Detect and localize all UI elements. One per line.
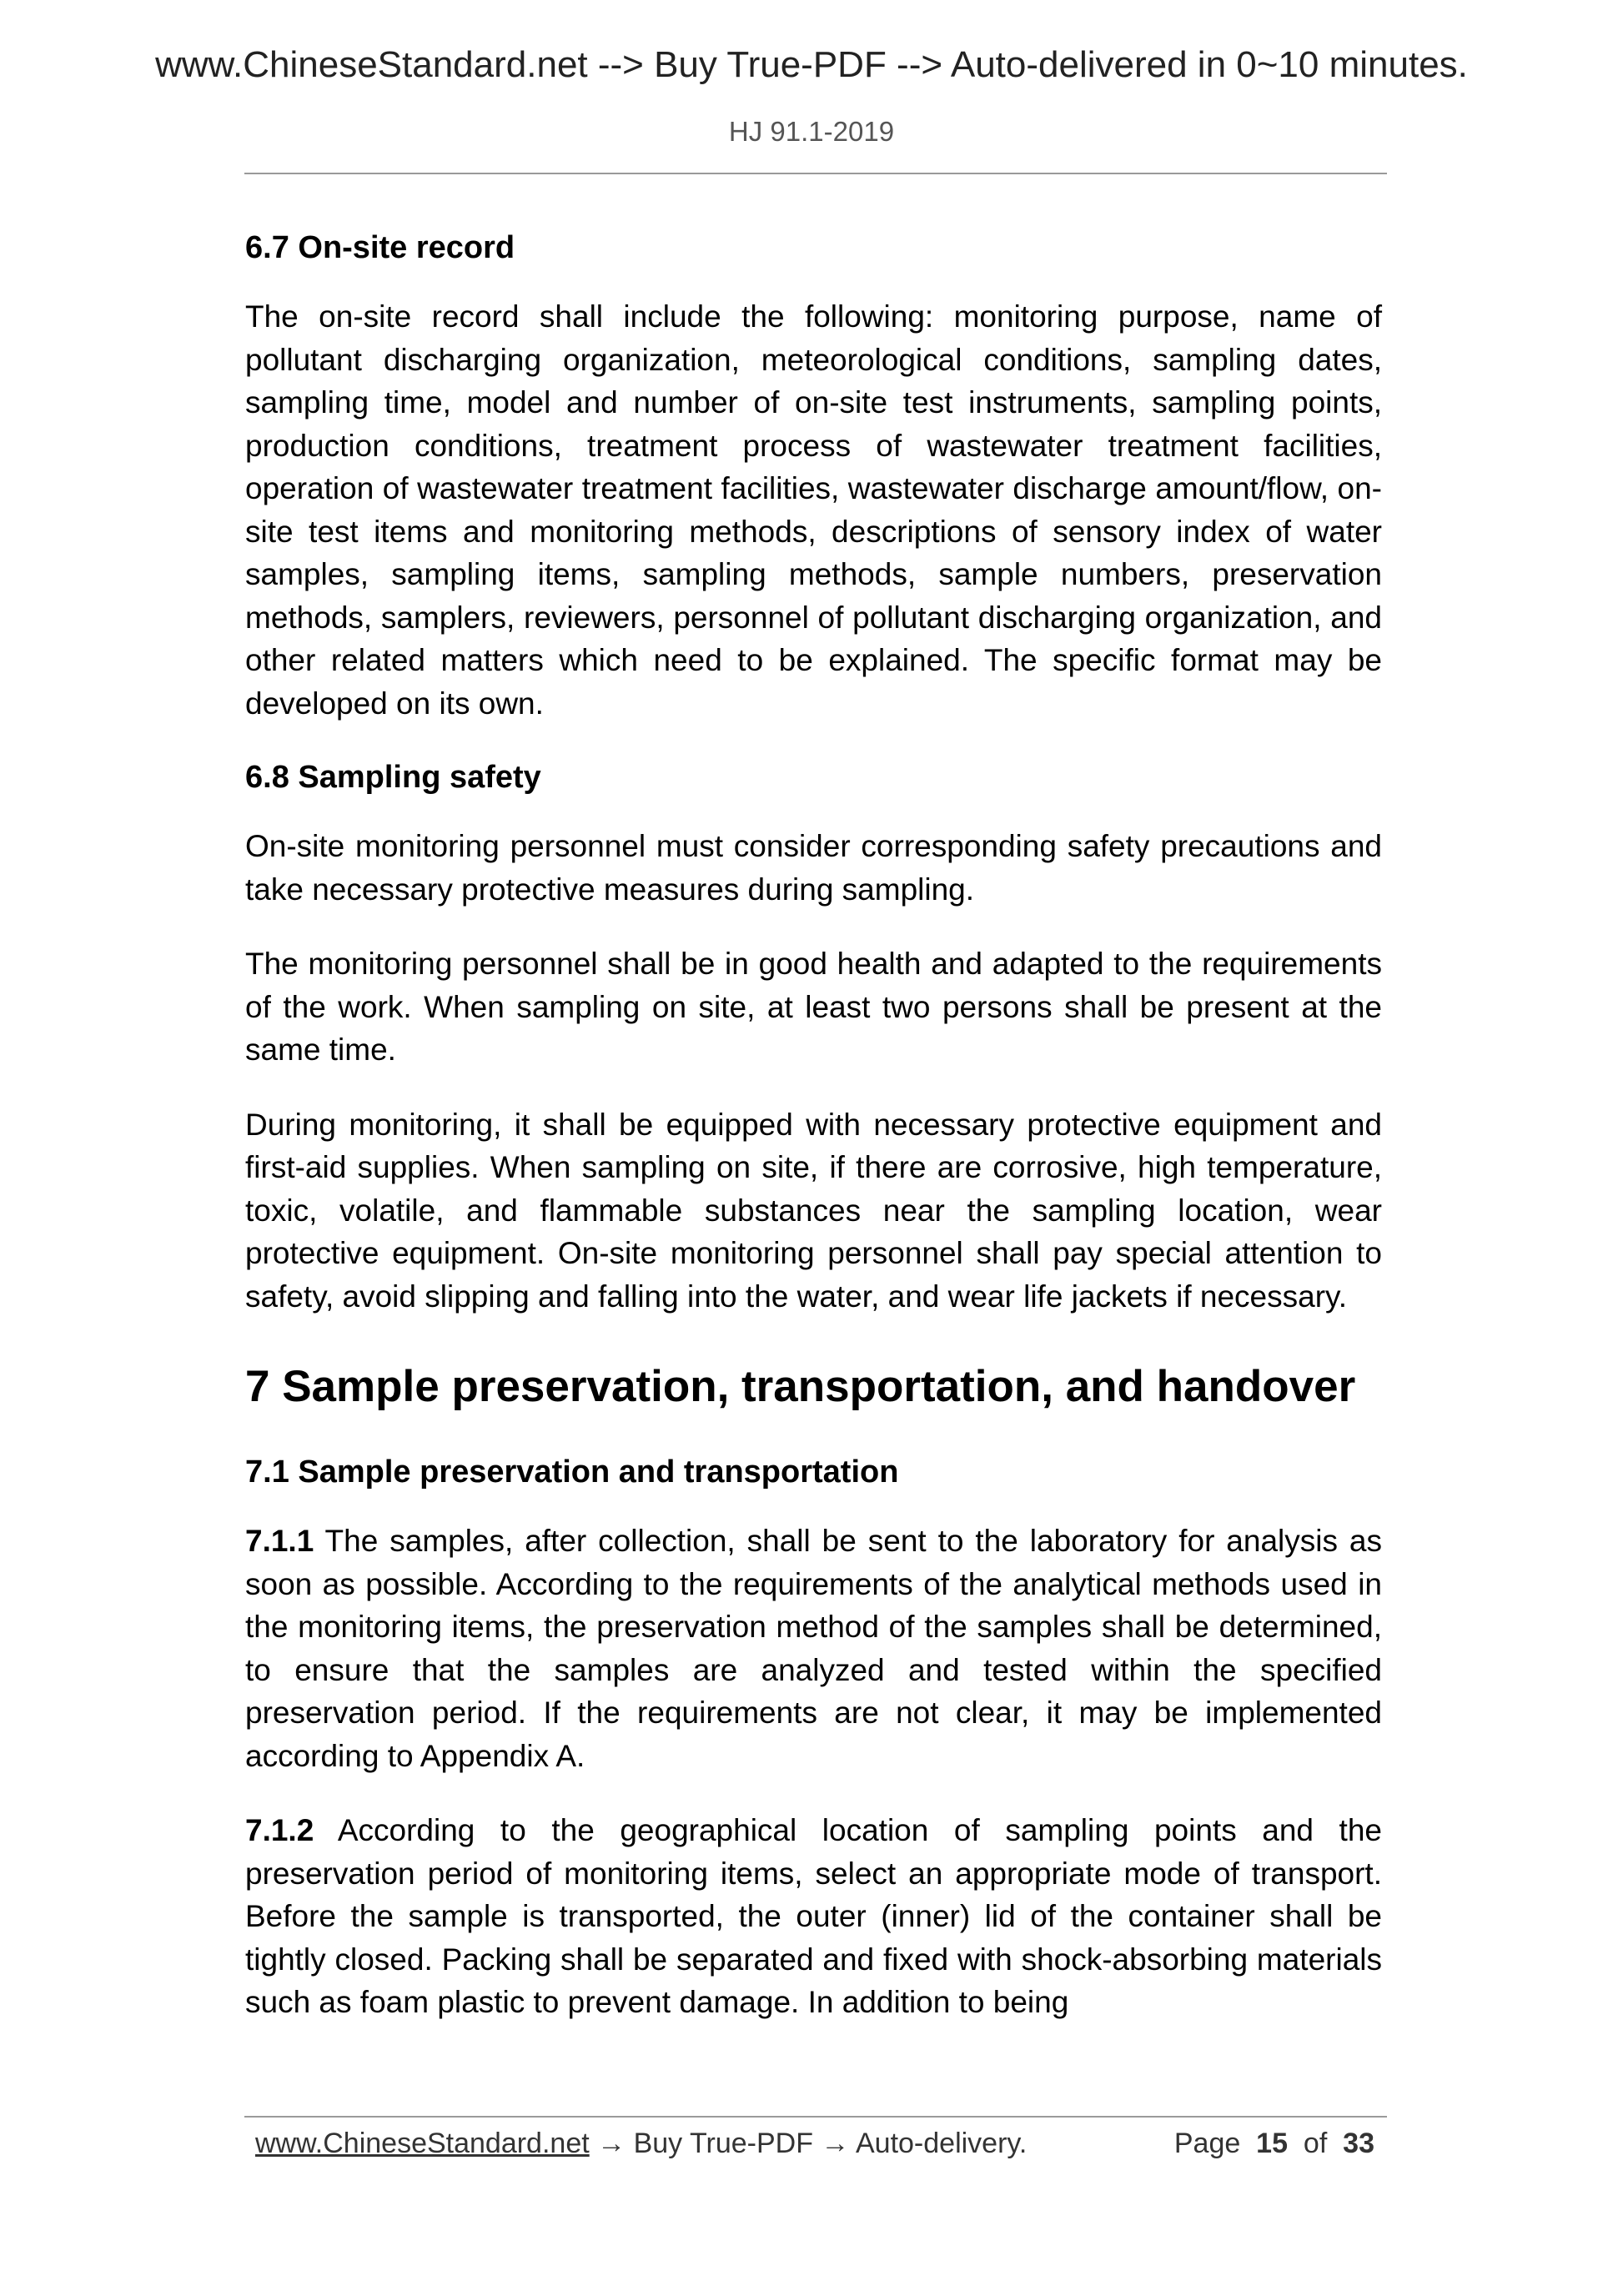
clause-7-1-2 xyxy=(245,1809,1382,2024)
site-banner: www.ChineseStandard.net --> Buy True-PDF --> Auto-delivered in 0~10 minutes. xyxy=(155,44,1468,85)
section-6-8-paragraph-2: The monitoring personnel shall be in good health and adapted to the requirements of the work. When sampling on site, at least two persons shall be present at the same time. xyxy=(245,947,1382,1067)
clause-7-1-2-number: 7.1.2 xyxy=(245,1813,314,1847)
section-6-8-paragraph-1: On-site monitoring personnel must consider corresponding safety precautions and take necessary protective measures during sampling. xyxy=(245,829,1382,907)
header-divider xyxy=(244,173,1387,174)
clause-7-1-1-text: The samples, after collection, shall be sent to the laboratory for analysis as soon as possible. According to the requirements of the analytical methods used in the monitoring items, the preservation method of the samples shall be determined, to ensure that the samples are analyzed and tested within the specified preservation period. If the requirements are not clear, it may be implemented according to Appendix A. xyxy=(245,1524,1382,1773)
clause-7-1-1-number: 7.1.1 xyxy=(245,1524,314,1558)
section-7-title: 7 Sample preservation, transportation, and handover xyxy=(245,1362,1356,1411)
current-page-number: 15 xyxy=(1256,2128,1288,2159)
page-body xyxy=(245,217,1382,2056)
page-footer xyxy=(255,2124,1383,2163)
page-word: Page xyxy=(1173,2128,1241,2159)
footer-promo xyxy=(255,2128,1027,2159)
clause-7-1-1 xyxy=(245,1520,1382,1777)
section-6-8-paragraph-3: During monitoring, it shall be equipped with necessary protective equipment and first-aid supplies. When sampling on site, if there are corrosive, high temperature, toxic, volatile, and flammable substances near the sampling location, wear protective equipment. On-site monitoring personnel shall pay special attention to safety, avoid slipping and falling into the water, and wear life jackets if necessary. xyxy=(245,1107,1382,1314)
footer-promo-text: → Buy True-PDF → Auto-delivery. xyxy=(589,2128,1028,2159)
section-6-8-title: 6.8 Sampling safety xyxy=(245,760,541,795)
of-word: of xyxy=(1303,2128,1328,2159)
total-page-count: 33 xyxy=(1343,2128,1374,2159)
section-6-7-title: 6.7 On-site record xyxy=(245,230,515,265)
footer-site-link[interactable]: www.ChineseStandard.net xyxy=(255,2128,590,2159)
page-indicator xyxy=(1174,2124,1374,2163)
section-6-7-paragraph: The on-site record shall include the following: monitoring purpose, name of pollutant discharging organization, meteorological conditions, sampling dates, sampling time, model and number of on-site test instruments, sampling points, production conditions, treatment process of wastewater treatment facilities, operation of wastewater treatment facilities, wastewater discharge amount/flow, on-site test items and monitoring methods, descriptions of sensory index of water samples, sampling items, sampling methods, sample numbers, preservation methods, samplers, reviewers, personnel of pollutant discharging organization, and other related matters which need to be explained. The specific format may be developed on its own. xyxy=(245,299,1382,721)
clause-7-1-2-text: According to the geographical location of sampling points and the preservation period of monitoring items, select an appropriate mode of transport. Before the sample is transported, the outer (inner) lid of the container shall be tightly closed. Packing shall be separated and fixed with shock-absorbing materials such as foam plastic to prevent damage. In addition to being xyxy=(245,1813,1382,2019)
document-code: HJ 91.1-2019 xyxy=(728,116,895,147)
footer-divider xyxy=(244,2116,1387,2118)
section-7-1-title: 7.1 Sample preservation and transportation xyxy=(245,1454,899,1490)
